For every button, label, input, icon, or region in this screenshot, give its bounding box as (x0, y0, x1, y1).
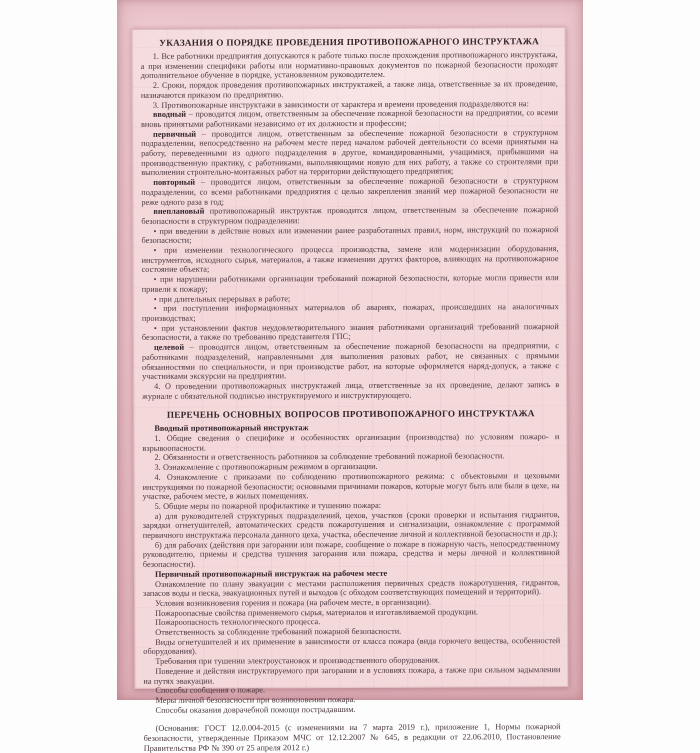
paragraph: 4. Ознакомление с приказами по соблюдению противопожарного режима: с объектовыми и цеховыми инструкциями по пожарной безопасности; основными причинами пожаров, которые могут быть или были в цехе, на участке, рабочем месте, в жилых помещениях. (142, 470, 560, 502)
definition-paragraph: повторный – проводится лицом, ответственным за обеспечение пожарной безопасности в структурном подразделении, со всеми работниками предприятия с целью закрепления знаний мер пожарной безопасности не реже одного раза в год; (141, 176, 559, 207)
paragraph: Ответственность за соблюдение требований пожарной безопасности. (155, 626, 402, 637)
paragraph: 5. Общие меры по пожарной профилактике и тушению пожара: (154, 500, 382, 511)
document-section-1 (141, 35, 560, 401)
legal-basis-note: (Основания: ГОСТ 12.0.004-2015 (с изменениями на 7 марта 2019 г.), приложение 1, Нормы пожарной безопасности, утвержденные Приказом МЧС от 12.12.2007 № 645, в редакции от 22.06.2010, Постановление Правительства РФ № 390 от 25 апреля 2012 г.) (143, 722, 561, 753)
paragraph: 2. Сроки, порядок проведения противопожарных инструктажей, а также лица, ответственные за их проведение, назначаются приказом по предприятию. (140, 79, 558, 100)
paragraph: Виды огнетушителей и их применение в зависимости от класса пожара (вида горючего вещества, особенностей оборудования). (143, 635, 561, 657)
document-section-2 (142, 407, 560, 753)
paragraph: а) для руководителей структурных подразделений, цехов, участков (сроки проверки и испытания гидрантов, зарядки огнетушителей, автоматических средств пожаротушения и сигнализации, ознакомление с программой первичного инструктажа персонала данного цеха, участка, обеспечение личной и коллективной безопасности и др.); (142, 509, 560, 540)
paragraph: Способы сообщения о пожаре. (155, 685, 266, 696)
bullet-item: • при изменении технологического процесса производства, замене или модернизации оборудования, инструментов, исходного сырья, материалов, а также изменении других факторов, влияющих на противопожарное состояние объекта; (142, 244, 559, 275)
paragraph: Способы оказания доврачебной помощи пострадавшим. (155, 704, 356, 715)
section-subheading: Вводный противопожарный инструктаж (154, 423, 309, 434)
paragraph: 2. Обязанности и ответственность работников за соблюдение требований пожарной безопасности. (154, 451, 505, 463)
bullet-item: • при поступлении информационных материалов об авариях, пожарах, происшедших на аналогичных производствах; (142, 302, 559, 323)
term-label: повторный (153, 177, 196, 187)
paragraph: Требования при тушении электроустановок и производственного оборудования. (155, 655, 440, 667)
bullet-item: • при установлении фактов неудовлетворительного знания работниками организаций требований пожарной безопасности, а также по требованию представителя ГПС; (142, 322, 559, 343)
paragraph: 4. О проведении противопожарных инструктажей лица, ответственные за их проведение, делают запись в журнале с обязательной подписью инструктируемого и инструктирующего. (142, 379, 560, 401)
section-subheading: Первичный противопожарный инструктаж на рабочем месте (154, 568, 388, 579)
section-title: ПЕРЕЧЕНЬ ОСНОВНЫХ ВОПРОСОВ ПРОТИВОПОЖАРНОГО ИНСТРУКТАЖА (166, 408, 535, 421)
paragraph: Меры личной безопасности при возникновении пожара. (155, 694, 356, 705)
paragraph: Пожароопасность технологического процесса. (155, 617, 321, 628)
paragraph: 3. Противопожарные инструктажи в зависимости от характера и времени проведения подразделяются на: (152, 98, 529, 110)
document-body (141, 35, 561, 753)
paragraph: 1. Общие сведения о специфике и особенностях организации (производства) по условиям пожаро- и взрывоопасности. (142, 432, 560, 453)
definition-paragraph: первичный – проводится лицом, ответственным за обеспечение пожарной безопасности в структурном подразделении, непосредственно на рабочем месте перед началом рабочей деятельности со всеми принятыми на работу, переведенными из одного подразделения в другое, командированными, учащимися, прибывшими на производственную практику, с работниками, выполняющими новую для них работу, а также со строителями при выполнении строительно-монтажных работ на территории действующего предприятия; (141, 127, 559, 178)
paragraph: 1. Все работники предприятия допускаются к работе только после прохождения противопожарного инструктажа, а при изменении специфики работы или нормативно-правовых документов по пожарной безопасности проходят дополнительное обучение в порядке, установленном руководителем. (140, 50, 558, 81)
paragraph: Поведение и действия инструктируемого при загорании и в условиях пожара, а также при сильном задымлении на путях эвакуации. (143, 664, 561, 686)
definition-paragraph: внеплановый противопожарный инструктаж проводится лицом, ответственным за обеспечение пожарной безопасности в структурном подразделении: (141, 205, 559, 226)
term-label: целевой (153, 342, 185, 352)
definition-paragraph: вводный – проводится лицом, ответственным за обеспечение пожарной безопасности на предприятии, со всеми вновь принятыми работниками независимо от их должности и профессии; (140, 108, 558, 129)
paragraph: Пожароопасные свойства применяемого сырья, материалов и изготавливаемой продукции. (155, 607, 479, 618)
term-label: вводный (152, 109, 187, 120)
term-label: внеплановый (153, 206, 205, 217)
bullet-item: • при нарушении работниками организации требований пожарной безопасности, которые могли привести или привели к пожару; (142, 273, 559, 294)
paragraph: б) для рабочих (действия при загорании или пожаре, сообщение о пожаре в пожарную часть, непосредственному руководителю, приемы и средства тушения загорания или пожара, средства и меры личной и коллективной безопасности). (142, 538, 560, 570)
paragraph: 3. Ознакомление с противопожарным режимом в организации. (154, 462, 378, 472)
paragraph: Ознакомление по плану эвакуации с местами расположения первичных средств пожаротушения, гидрантов, запасов воды и песка, эвакуационных путей и выходов (с обходом соответствующих помещений и территорий). (143, 577, 560, 599)
bullet-item: • при введении в действие новых или изменении ранее разработанных правил, норм, инструкций по пожарной безопасности; (141, 225, 558, 246)
paragraph: Условия возникновения горения и пожара (на рабочем месте, в организации). (155, 597, 432, 608)
section-title: УКАЗАНИЯ О ПОРЯДКЕ ПРОВЕДЕНИЯ ПРОТИВОПОЖАРНОГО ИНСТРУКТАЖА (159, 36, 540, 48)
document-photo (117, 0, 583, 753)
bullet-item: • при длительных перерывах в работе; (142, 293, 559, 305)
document-page (132, 27, 569, 753)
term-label: первичный (153, 129, 197, 139)
definition-paragraph: целевой – проводится лицом, ответственным за обеспечение пожарной безопасности на предприятии, с работниками подразделений, направленными для выполнения разовых работ, не связанных с прямыми обязанностями по специальности, и при производстве работ, на которые оформляется наряд-допуск, а также с участниками экскурсии на предприятии. (141, 341, 560, 382)
